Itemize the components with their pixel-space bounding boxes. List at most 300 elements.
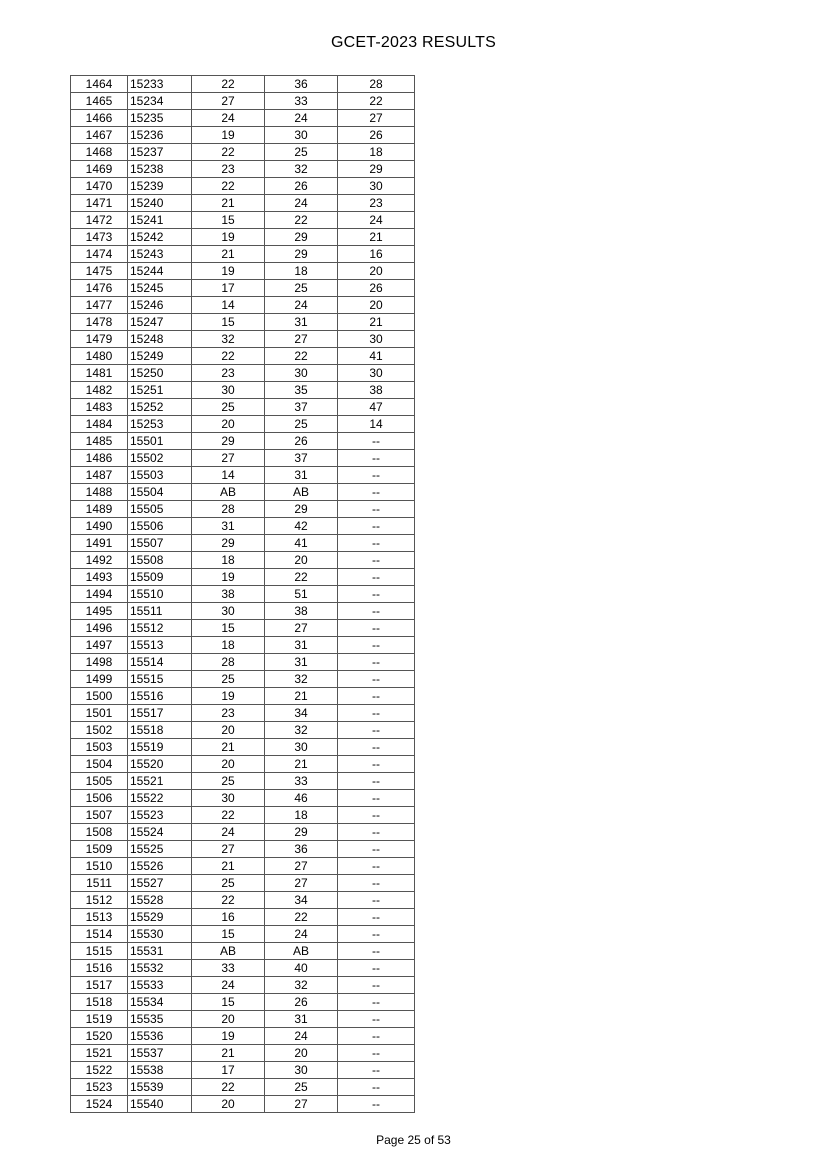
serial-number-cell: 1466: [71, 110, 128, 127]
score-2-cell: 27: [265, 331, 338, 348]
score-2-cell: 32: [265, 977, 338, 994]
score-2-cell: 32: [265, 671, 338, 688]
score-1-cell: 23: [192, 705, 265, 722]
serial-number-cell: 1492: [71, 552, 128, 569]
roll-number-cell: 15245: [128, 280, 192, 297]
serial-number-cell: 1480: [71, 348, 128, 365]
table-row: [71, 569, 415, 586]
score-3-cell: --: [338, 756, 415, 773]
score-1-cell: 33: [192, 960, 265, 977]
table-row: [71, 331, 415, 348]
serial-number-cell: 1500: [71, 688, 128, 705]
serial-number-cell: 1464: [71, 76, 128, 93]
score-2-cell: 31: [265, 654, 338, 671]
score-3-cell: --: [338, 824, 415, 841]
serial-number-cell: 1496: [71, 620, 128, 637]
score-2-cell: 25: [265, 416, 338, 433]
score-1-cell: 16: [192, 909, 265, 926]
score-3-cell: --: [338, 1011, 415, 1028]
score-2-cell: 22: [265, 212, 338, 229]
serial-number-cell: 1490: [71, 518, 128, 535]
serial-number-cell: 1488: [71, 484, 128, 501]
score-3-cell: --: [338, 943, 415, 960]
score-1-cell: 27: [192, 450, 265, 467]
table-row: [71, 178, 415, 195]
table-row: [71, 484, 415, 501]
score-1-cell: 19: [192, 688, 265, 705]
table-row: [71, 195, 415, 212]
table-row: [71, 1011, 415, 1028]
roll-number-cell: 15526: [128, 858, 192, 875]
score-2-cell: 46: [265, 790, 338, 807]
serial-number-cell: 1501: [71, 705, 128, 722]
serial-number-cell: 1507: [71, 807, 128, 824]
serial-number-cell: 1494: [71, 586, 128, 603]
serial-number-cell: 1482: [71, 382, 128, 399]
score-1-cell: 30: [192, 382, 265, 399]
roll-number-cell: 15503: [128, 467, 192, 484]
score-2-cell: 30: [265, 365, 338, 382]
table-row: [71, 110, 415, 127]
table-row: [71, 76, 415, 93]
serial-number-cell: 1510: [71, 858, 128, 875]
roll-number-cell: 15505: [128, 501, 192, 518]
score-3-cell: 41: [338, 348, 415, 365]
score-3-cell: 47: [338, 399, 415, 416]
score-2-cell: 38: [265, 603, 338, 620]
score-3-cell: 22: [338, 93, 415, 110]
score-3-cell: 18: [338, 144, 415, 161]
table-row: [71, 518, 415, 535]
score-3-cell: --: [338, 586, 415, 603]
roll-number-cell: 15520: [128, 756, 192, 773]
score-2-cell: 31: [265, 1011, 338, 1028]
score-3-cell: 26: [338, 127, 415, 144]
roll-number-cell: 15238: [128, 161, 192, 178]
score-1-cell: 27: [192, 841, 265, 858]
roll-number-cell: 15243: [128, 246, 192, 263]
serial-number-cell: 1485: [71, 433, 128, 450]
serial-number-cell: 1465: [71, 93, 128, 110]
score-2-cell: 26: [265, 178, 338, 195]
score-1-cell: 30: [192, 790, 265, 807]
table-row: [71, 297, 415, 314]
score-3-cell: 30: [338, 178, 415, 195]
roll-number-cell: 15539: [128, 1079, 192, 1096]
score-3-cell: --: [338, 501, 415, 518]
score-3-cell: --: [338, 535, 415, 552]
roll-number-cell: 15521: [128, 773, 192, 790]
score-3-cell: 30: [338, 331, 415, 348]
table-row: [71, 603, 415, 620]
score-3-cell: 21: [338, 314, 415, 331]
score-3-cell: 38: [338, 382, 415, 399]
score-1-cell: 19: [192, 263, 265, 280]
table-row: [71, 977, 415, 994]
roll-number-cell: 15532: [128, 960, 192, 977]
roll-number-cell: 15502: [128, 450, 192, 467]
roll-number-cell: 15246: [128, 297, 192, 314]
roll-number-cell: 15241: [128, 212, 192, 229]
score-3-cell: --: [338, 450, 415, 467]
score-2-cell: 25: [265, 144, 338, 161]
score-1-cell: 29: [192, 433, 265, 450]
serial-number-cell: 1476: [71, 280, 128, 297]
score-3-cell: --: [338, 1096, 415, 1113]
score-1-cell: 17: [192, 280, 265, 297]
results-table: [70, 75, 415, 1113]
score-1-cell: 25: [192, 671, 265, 688]
score-1-cell: 14: [192, 297, 265, 314]
serial-number-cell: 1489: [71, 501, 128, 518]
score-1-cell: 21: [192, 739, 265, 756]
roll-number-cell: 15251: [128, 382, 192, 399]
page-number: Page 25 of 53: [376, 1133, 451, 1147]
score-3-cell: --: [338, 892, 415, 909]
serial-number-cell: 1495: [71, 603, 128, 620]
score-1-cell: 23: [192, 161, 265, 178]
table-row: [71, 824, 415, 841]
score-3-cell: --: [338, 926, 415, 943]
serial-number-cell: 1497: [71, 637, 128, 654]
score-2-cell: 27: [265, 1096, 338, 1113]
serial-number-cell: 1468: [71, 144, 128, 161]
score-3-cell: --: [338, 1045, 415, 1062]
score-1-cell: 20: [192, 756, 265, 773]
serial-number-cell: 1481: [71, 365, 128, 382]
score-2-cell: 31: [265, 467, 338, 484]
score-2-cell: 24: [265, 195, 338, 212]
score-2-cell: 18: [265, 807, 338, 824]
results-table-body: [71, 76, 415, 1113]
score-3-cell: --: [338, 705, 415, 722]
score-3-cell: --: [338, 467, 415, 484]
serial-number-cell: 1523: [71, 1079, 128, 1096]
serial-number-cell: 1486: [71, 450, 128, 467]
roll-number-cell: 15501: [128, 433, 192, 450]
serial-number-cell: 1524: [71, 1096, 128, 1113]
table-row: [71, 161, 415, 178]
score-3-cell: --: [338, 977, 415, 994]
serial-number-cell: 1487: [71, 467, 128, 484]
score-2-cell: 32: [265, 161, 338, 178]
score-1-cell: 14: [192, 467, 265, 484]
score-3-cell: --: [338, 858, 415, 875]
score-1-cell: 21: [192, 1045, 265, 1062]
table-row: [71, 909, 415, 926]
score-1-cell: 38: [192, 586, 265, 603]
score-3-cell: --: [338, 909, 415, 926]
roll-number-cell: 15234: [128, 93, 192, 110]
roll-number-cell: 15512: [128, 620, 192, 637]
table-row: [71, 348, 415, 365]
score-1-cell: 28: [192, 654, 265, 671]
roll-number-cell: 15513: [128, 637, 192, 654]
score-3-cell: --: [338, 722, 415, 739]
table-row: [71, 637, 415, 654]
roll-number-cell: 15531: [128, 943, 192, 960]
score-2-cell: 29: [265, 229, 338, 246]
table-row: [71, 1062, 415, 1079]
roll-number-cell: 15507: [128, 535, 192, 552]
table-row: [71, 892, 415, 909]
serial-number-cell: 1477: [71, 297, 128, 314]
table-row: [71, 739, 415, 756]
score-2-cell: 22: [265, 909, 338, 926]
score-3-cell: --: [338, 841, 415, 858]
table-row: [71, 841, 415, 858]
score-3-cell: --: [338, 552, 415, 569]
score-2-cell: 26: [265, 433, 338, 450]
score-1-cell: 15: [192, 212, 265, 229]
roll-number-cell: 15504: [128, 484, 192, 501]
score-1-cell: 22: [192, 807, 265, 824]
score-2-cell: 18: [265, 263, 338, 280]
roll-number-cell: 15522: [128, 790, 192, 807]
serial-number-cell: 1519: [71, 1011, 128, 1028]
roll-number-cell: 15235: [128, 110, 192, 127]
score-1-cell: 20: [192, 1011, 265, 1028]
roll-number-cell: 15525: [128, 841, 192, 858]
score-1-cell: 22: [192, 76, 265, 93]
score-3-cell: --: [338, 960, 415, 977]
table-row: [71, 926, 415, 943]
score-1-cell: 19: [192, 1028, 265, 1045]
roll-number-cell: 15515: [128, 671, 192, 688]
score-2-cell: AB: [265, 943, 338, 960]
roll-number-cell: 15524: [128, 824, 192, 841]
score-3-cell: --: [338, 671, 415, 688]
roll-number-cell: 15529: [128, 909, 192, 926]
table-row: [71, 467, 415, 484]
roll-number-cell: 15239: [128, 178, 192, 195]
serial-number-cell: 1479: [71, 331, 128, 348]
table-row: [71, 416, 415, 433]
score-1-cell: 21: [192, 858, 265, 875]
serial-number-cell: 1521: [71, 1045, 128, 1062]
table-row: [71, 960, 415, 977]
score-2-cell: 33: [265, 773, 338, 790]
serial-number-cell: 1522: [71, 1062, 128, 1079]
score-1-cell: 25: [192, 399, 265, 416]
serial-number-cell: 1471: [71, 195, 128, 212]
score-1-cell: 32: [192, 331, 265, 348]
table-row: [71, 858, 415, 875]
score-3-cell: 20: [338, 297, 415, 314]
score-3-cell: 24: [338, 212, 415, 229]
roll-number-cell: 15537: [128, 1045, 192, 1062]
score-1-cell: 22: [192, 178, 265, 195]
score-2-cell: 22: [265, 569, 338, 586]
serial-number-cell: 1472: [71, 212, 128, 229]
score-1-cell: 19: [192, 229, 265, 246]
score-2-cell: 29: [265, 501, 338, 518]
table-row: [71, 688, 415, 705]
score-2-cell: 30: [265, 739, 338, 756]
roll-number-cell: 15242: [128, 229, 192, 246]
table-row: [71, 365, 415, 382]
serial-number-cell: 1493: [71, 569, 128, 586]
score-2-cell: 25: [265, 280, 338, 297]
score-1-cell: 21: [192, 246, 265, 263]
score-1-cell: 31: [192, 518, 265, 535]
score-1-cell: 23: [192, 365, 265, 382]
roll-number-cell: 15527: [128, 875, 192, 892]
score-3-cell: --: [338, 637, 415, 654]
serial-number-cell: 1520: [71, 1028, 128, 1045]
serial-number-cell: 1467: [71, 127, 128, 144]
table-row: [71, 246, 415, 263]
score-2-cell: 24: [265, 926, 338, 943]
score-1-cell: 15: [192, 926, 265, 943]
score-3-cell: 21: [338, 229, 415, 246]
serial-number-cell: 1474: [71, 246, 128, 263]
serial-number-cell: 1502: [71, 722, 128, 739]
score-2-cell: 24: [265, 1028, 338, 1045]
roll-number-cell: 15237: [128, 144, 192, 161]
table-row: [71, 399, 415, 416]
score-3-cell: --: [338, 790, 415, 807]
score-2-cell: 29: [265, 824, 338, 841]
score-1-cell: 20: [192, 1096, 265, 1113]
score-1-cell: 18: [192, 552, 265, 569]
table-row: [71, 535, 415, 552]
score-3-cell: --: [338, 773, 415, 790]
table-row: [71, 263, 415, 280]
score-1-cell: 20: [192, 416, 265, 433]
score-1-cell: 22: [192, 892, 265, 909]
score-2-cell: 27: [265, 620, 338, 637]
serial-number-cell: 1508: [71, 824, 128, 841]
score-2-cell: 24: [265, 110, 338, 127]
table-row: [71, 93, 415, 110]
table-row: [71, 654, 415, 671]
table-row: [71, 450, 415, 467]
score-3-cell: 29: [338, 161, 415, 178]
serial-number-cell: 1478: [71, 314, 128, 331]
score-3-cell: 20: [338, 263, 415, 280]
serial-number-cell: 1511: [71, 875, 128, 892]
score-2-cell: 27: [265, 875, 338, 892]
serial-number-cell: 1515: [71, 943, 128, 960]
score-3-cell: --: [338, 1079, 415, 1096]
score-3-cell: --: [338, 807, 415, 824]
score-2-cell: 37: [265, 399, 338, 416]
table-row: [71, 875, 415, 892]
table-row: [71, 807, 415, 824]
score-2-cell: 32: [265, 722, 338, 739]
page-title: GCET-2023 RESULTS: [331, 34, 496, 51]
table-row: [71, 790, 415, 807]
score-1-cell: 24: [192, 110, 265, 127]
serial-number-cell: 1509: [71, 841, 128, 858]
score-2-cell: 51: [265, 586, 338, 603]
table-row: [71, 1096, 415, 1113]
score-1-cell: 22: [192, 144, 265, 161]
score-3-cell: --: [338, 603, 415, 620]
score-2-cell: 24: [265, 297, 338, 314]
score-2-cell: 25: [265, 1079, 338, 1096]
roll-number-cell: 15252: [128, 399, 192, 416]
score-2-cell: 42: [265, 518, 338, 535]
serial-number-cell: 1512: [71, 892, 128, 909]
roll-number-cell: 15535: [128, 1011, 192, 1028]
roll-number-cell: 15523: [128, 807, 192, 824]
score-1-cell: 28: [192, 501, 265, 518]
roll-number-cell: 15508: [128, 552, 192, 569]
score-2-cell: 41: [265, 535, 338, 552]
roll-number-cell: 15250: [128, 365, 192, 382]
score-3-cell: --: [338, 688, 415, 705]
score-1-cell: 29: [192, 535, 265, 552]
table-row: [71, 382, 415, 399]
score-3-cell: --: [338, 1062, 415, 1079]
score-2-cell: 20: [265, 552, 338, 569]
table-row: [71, 1028, 415, 1045]
table-row: [71, 280, 415, 297]
table-row: [71, 671, 415, 688]
roll-number-cell: 15519: [128, 739, 192, 756]
score-1-cell: 19: [192, 127, 265, 144]
serial-number-cell: 1503: [71, 739, 128, 756]
score-3-cell: --: [338, 1028, 415, 1045]
score-2-cell: 30: [265, 1062, 338, 1079]
score-2-cell: 26: [265, 994, 338, 1011]
table-row: [71, 144, 415, 161]
table-row: [71, 705, 415, 722]
score-3-cell: --: [338, 484, 415, 501]
score-2-cell: 29: [265, 246, 338, 263]
roll-number-cell: 15516: [128, 688, 192, 705]
roll-number-cell: 15240: [128, 195, 192, 212]
score-3-cell: --: [338, 620, 415, 637]
table-row: [71, 314, 415, 331]
roll-number-cell: 15253: [128, 416, 192, 433]
score-1-cell: 20: [192, 722, 265, 739]
score-1-cell: 25: [192, 773, 265, 790]
score-1-cell: 22: [192, 348, 265, 365]
score-3-cell: --: [338, 433, 415, 450]
score-1-cell: 30: [192, 603, 265, 620]
serial-number-cell: 1483: [71, 399, 128, 416]
roll-number-cell: 15528: [128, 892, 192, 909]
roll-number-cell: 15248: [128, 331, 192, 348]
score-3-cell: 14: [338, 416, 415, 433]
roll-number-cell: 15514: [128, 654, 192, 671]
roll-number-cell: 15517: [128, 705, 192, 722]
score-2-cell: 21: [265, 688, 338, 705]
score-2-cell: 21: [265, 756, 338, 773]
score-2-cell: 40: [265, 960, 338, 977]
score-2-cell: 20: [265, 1045, 338, 1062]
table-row: [71, 1045, 415, 1062]
roll-number-cell: 15236: [128, 127, 192, 144]
serial-number-cell: 1516: [71, 960, 128, 977]
serial-number-cell: 1517: [71, 977, 128, 994]
score-3-cell: 27: [338, 110, 415, 127]
score-2-cell: 34: [265, 892, 338, 909]
score-2-cell: 33: [265, 93, 338, 110]
serial-number-cell: 1498: [71, 654, 128, 671]
score-1-cell: 19: [192, 569, 265, 586]
table-row: [71, 773, 415, 790]
score-3-cell: --: [338, 994, 415, 1011]
table-row: [71, 212, 415, 229]
roll-number-cell: 15244: [128, 263, 192, 280]
table-row: [71, 943, 415, 960]
serial-number-cell: 1504: [71, 756, 128, 773]
score-2-cell: 22: [265, 348, 338, 365]
